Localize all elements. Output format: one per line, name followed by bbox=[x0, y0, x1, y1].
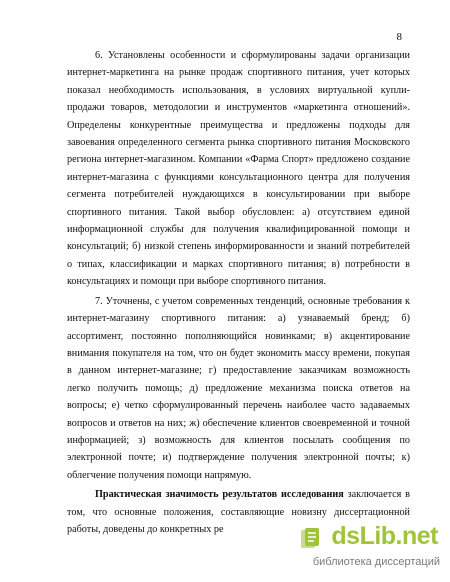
page-number: 8 bbox=[396, 31, 402, 43]
practical-significance-text: заключается в том, что основные положения, составляющие новизну диссертационной работы, доведены до конкретных ре bbox=[67, 489, 410, 535]
dslib-logo-icon bbox=[298, 526, 324, 552]
paragraph-7: 7. Уточнены, с учетом современных тенденций, основные требования к интернет-магазину спортивного питания: а) узнаваемый бренд; б) ассортимент, постоянно пополняющийся новинками; в) акцентирование внимания покупателя на том, что он будет экономить массу времени, покупая в данном интернет-магазине; г) предоставление заказчикам возможность легко получить помощь; д) предложение механизма поиска ответов на вопросы; е) четко сформулированный перечень наиболее часто задаваемых вопросов и ответов на них; ж) обеспечение клиентов своевременной и точной информацией; з) возможность для клиентов посылать сообщения по электронной почте; и) подтверждение получения электронной почты; к) облегчение получения помощи напрямую. bbox=[67, 295, 410, 481]
dslib-subtitle: библиотека диссертаций bbox=[312, 556, 440, 568]
paragraph-6: 6. Установлены особенности и сформулированы задачи организации интернет-маркетинга на рынке продаж спортивного питания, учет которых показал необходимость использования, в условиях виртуальной купли-продажи товаров, методологии и инструментов «маркетинга отношений». Определены конкурентные преимущества и предложены подходы для завоевания определенного сегмента рынка спортивного питания Московского региона интернет-магазином. Компании «Фарма Спорт» предложено создание интернет-магазина с функциями консультационного центра для получения сегмента потребителей нуждающихся в консультировании при выборе спортивного питания. Такой выбор обусловлен: а) отсутствием единой информационной службы для получения квалифицированной помощи и консультаций; б) низкой степень информированности и знаний потребителей о типах, классификации и марках спортивного питания; в) потребности в консультациях и помощи при выборе спортивного питания. bbox=[67, 50, 410, 288]
document-body bbox=[67, 47, 410, 538]
dslib-logo-text: dsLib.net bbox=[331, 522, 438, 550]
dslib-watermark bbox=[292, 522, 442, 574]
practical-significance-heading: Практическая значимость результатов исследования bbox=[95, 489, 344, 501]
